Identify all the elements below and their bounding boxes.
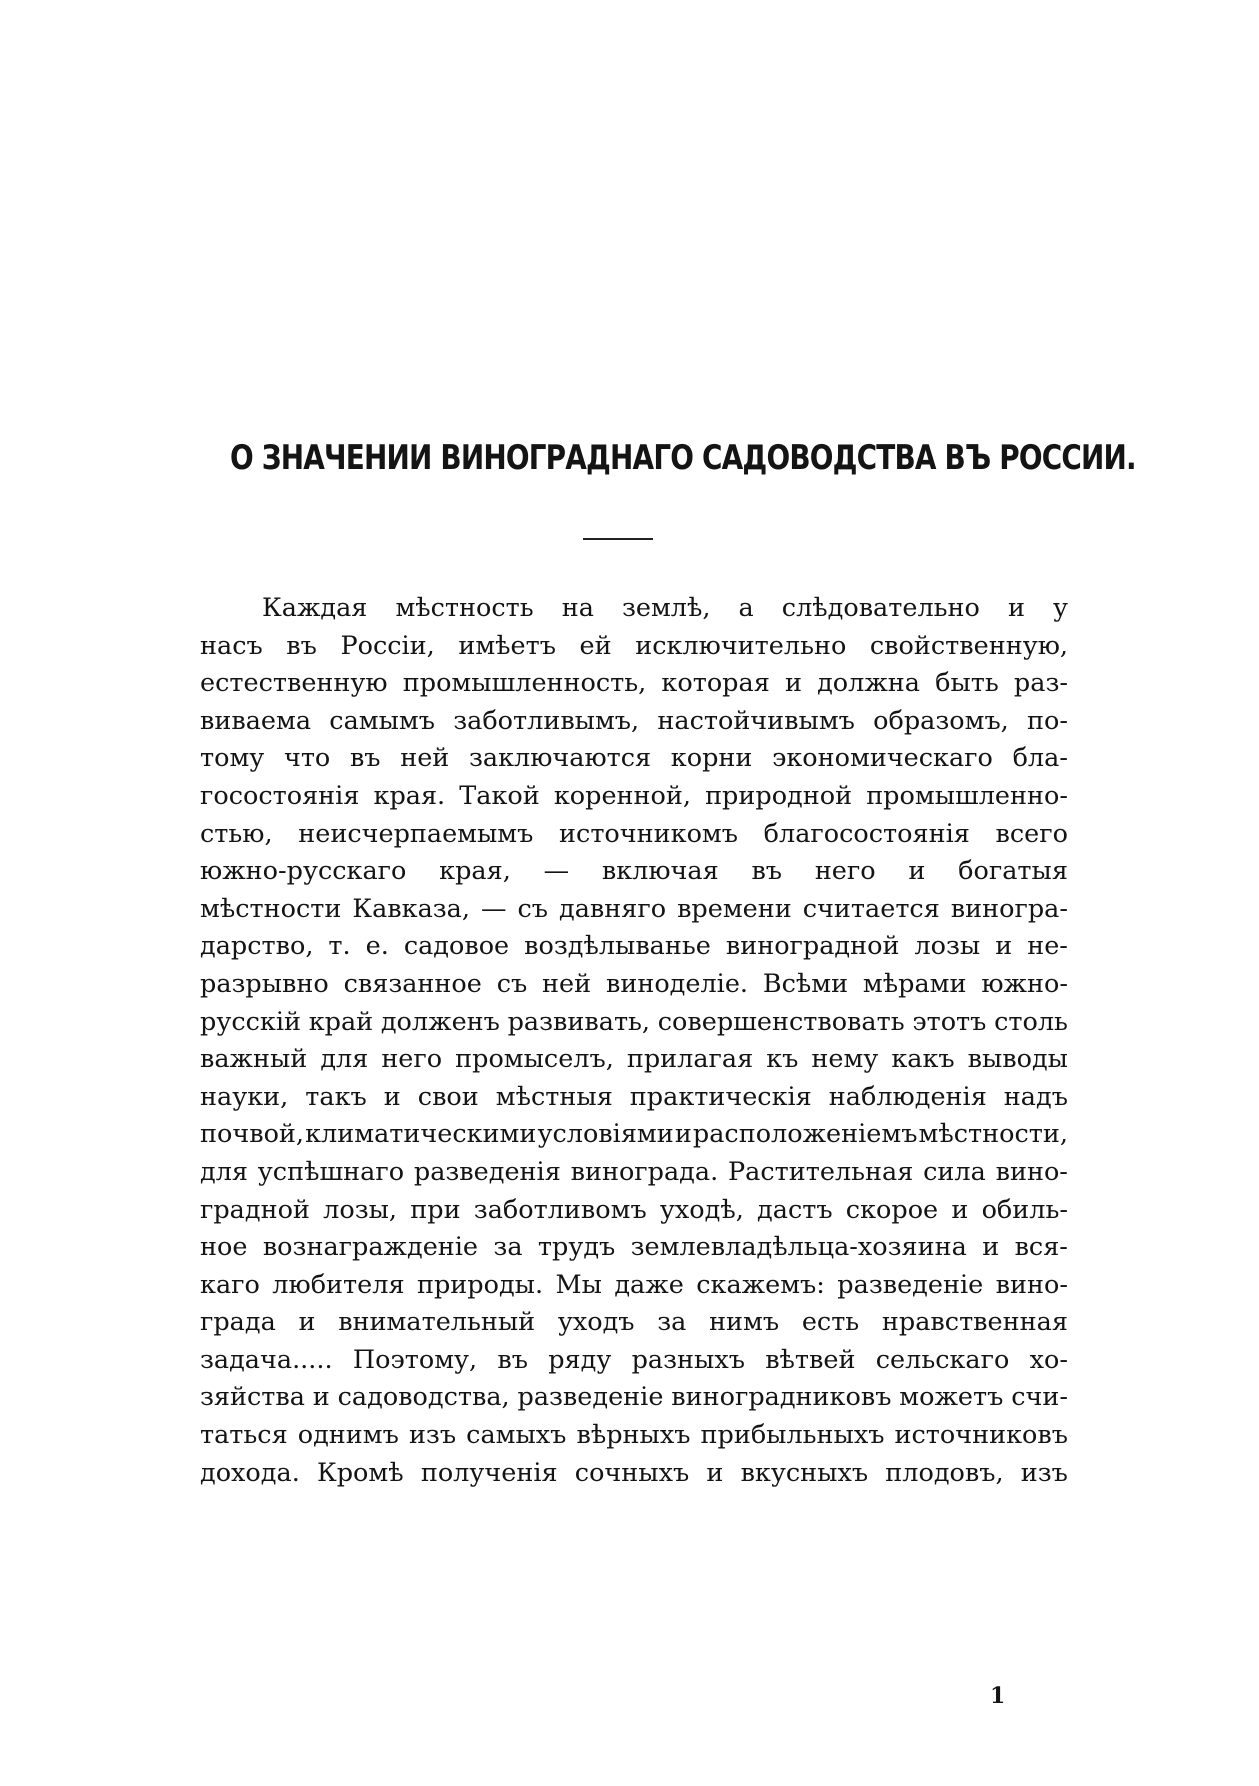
text-line: каго любителя природы. Мы даже скажемъ: разведеніе вино- bbox=[200, 1269, 1068, 1300]
text-line: науки, такъ и свои мѣстныя практическія наблюденія надъ bbox=[200, 1081, 1068, 1112]
text-line: почвой, климатическими условіями и расположеніемъ мѣстности, bbox=[200, 1119, 1068, 1150]
text-line: естественную промышленность, которая и должна быть раз- bbox=[200, 668, 1068, 699]
page-number: 1 bbox=[990, 1683, 1006, 1709]
text-line: таться однимъ изъ самыхъ вѣрныхъ прибыльныхъ источниковъ bbox=[200, 1420, 1068, 1451]
text-line: зяйства и садоводства, разведеніе виноградниковъ можетъ счи- bbox=[200, 1382, 1068, 1413]
text-line: градной лозы, при заботливомъ уходѣ, дастъ скорое и обиль- bbox=[200, 1194, 1068, 1225]
text-line: тому что въ ней заключаются корни экономическаго бла- bbox=[200, 743, 1068, 774]
text-line: дохода. Кромѣ полученія сочныхъ и вкусныхъ плодовъ, изъ bbox=[200, 1457, 1068, 1488]
text-line: для успѣшнаго разведенія винограда. Растительная сила вино- bbox=[200, 1156, 1068, 1187]
text-line: мѣстности Кавказа, — съ давняго времени считается виногра- bbox=[200, 893, 1068, 924]
text-line: насъ въ Россіи, имѣетъ ей исключительно свойственную, bbox=[200, 630, 1068, 661]
text-line: виваема самымъ заботливымъ, настойчивымъ образомъ, по- bbox=[200, 705, 1068, 736]
text-line: задача..... Поэтому, въ ряду разныхъ вѣтвей сельскаго хо- bbox=[200, 1344, 1068, 1375]
text-line: разрывно связанное съ ней виноделіе. Всѣми мѣрами южно- bbox=[200, 968, 1068, 999]
text-line: важный для него промыселъ, прилагая къ нему какъ выводы bbox=[200, 1044, 1068, 1075]
chapter-title: О ЗНАЧЕНИИ ВИНОГРАДНАГО САДОВОДСТВА ВЪ РОССИИ. bbox=[230, 438, 1136, 478]
title-divider bbox=[583, 538, 653, 540]
text-line: южно-русскаго края, — включая въ него и богатыя bbox=[200, 856, 1068, 887]
text-line: ное вознагражденіе за трудъ землевладѣльца-хозяина и вся- bbox=[200, 1232, 1068, 1263]
text-line: дарство, т. е. садовое воздѣлыванье виноградной лозы и не- bbox=[200, 931, 1068, 962]
text-line: стью, неисчерпаемымъ источникомъ благосостоянія всего bbox=[200, 818, 1068, 849]
body-paragraph bbox=[200, 590, 1068, 1492]
text-line: госостоянія края. Такой коренной, природной промышленно- bbox=[200, 780, 1068, 811]
text-line: Каждая мѣстность на землѣ, а слѣдовательно и у bbox=[262, 593, 1068, 623]
text-line: русскій край долженъ развивать, совершенствовать этотъ столь bbox=[200, 1006, 1068, 1037]
text-line: града и внимательный уходъ за нимъ есть нравственная bbox=[200, 1307, 1068, 1338]
